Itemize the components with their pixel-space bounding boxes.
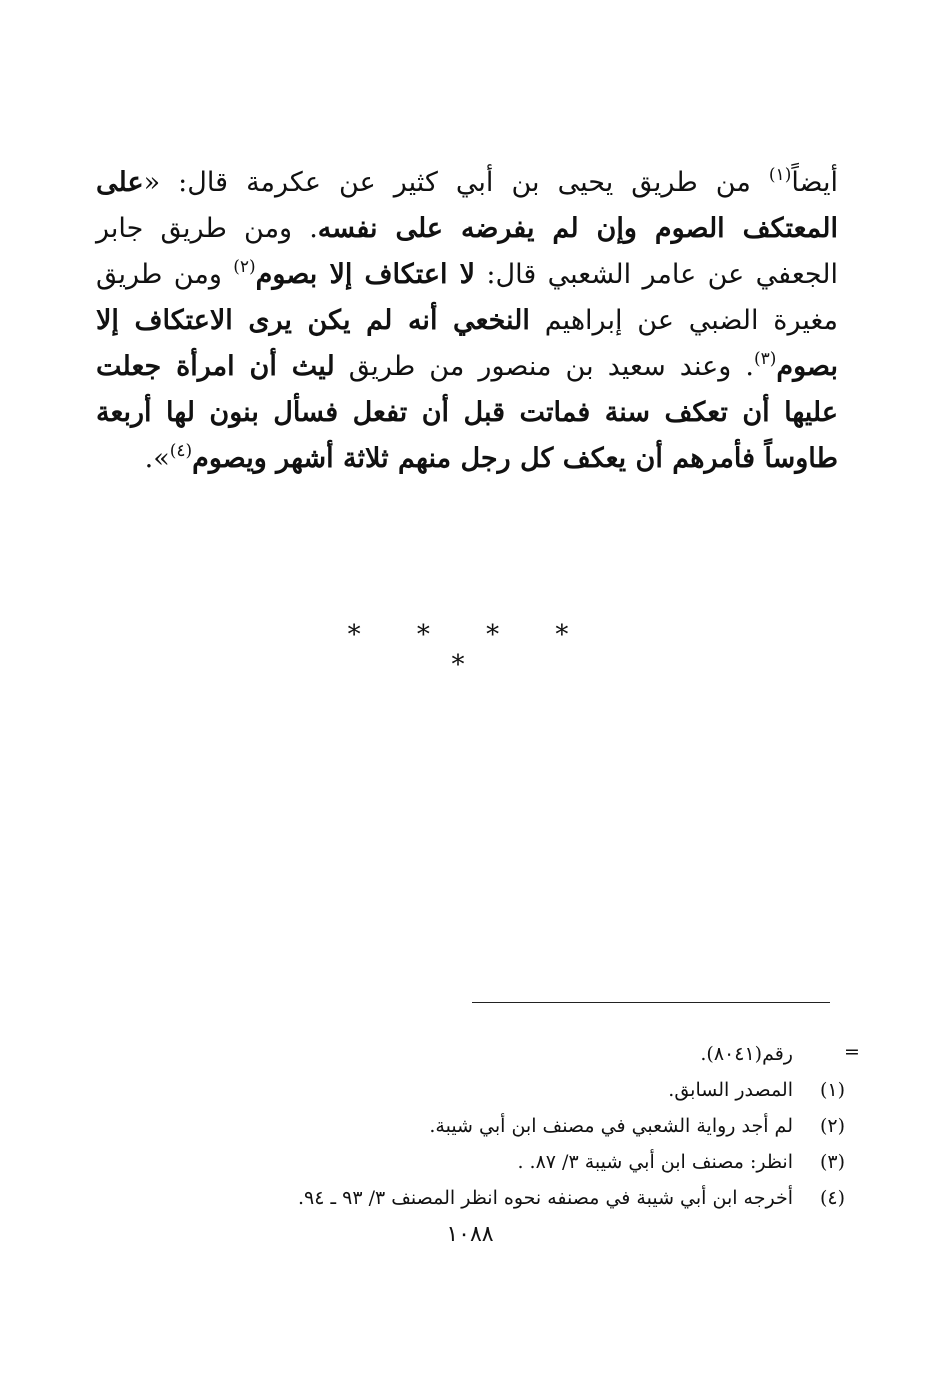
footnote-1	[225, 1072, 845, 1108]
bold-quote: ليث أن امرأة جعلت عليها أن تعكف سنة فماتت قبل أن تفعل فسأل بنون لها أربعة طاوساً فأمرهم أن يعكف كل رجل منهم ثلاثة أشهر ويصوم	[96, 351, 838, 474]
bold-quote: على المعتكف الصوم وإن لم يفرضه على نفسه	[96, 167, 838, 244]
footnote-number: (١)	[819, 1079, 845, 1101]
footnote-text: المصدر السابق.	[668, 1079, 793, 1101]
footnote-3	[225, 1144, 845, 1180]
footnote-ref-3: (٣)	[753, 349, 777, 369]
bold-quote: لا اعتكاف إلا بصوم	[255, 259, 476, 290]
footnote-text: انظر: مصنف ابن أبي شيبة ٣/ ٨٧. .	[517, 1151, 793, 1173]
text-segment: ».	[144, 443, 170, 474]
footnotes	[225, 1036, 845, 1216]
bold-quote: النخعي أنه لم يكن يرى الاعتكاف إلا بصوم	[96, 305, 838, 382]
footnote-ref-4: (٤)	[169, 441, 193, 461]
section-separator: * * * * *	[347, 620, 593, 680]
text-segment: من طريق يحيى بن أبي كثير عن عكرمة قال: «	[143, 167, 769, 198]
footnote-divider	[472, 1002, 830, 1003]
main-paragraph	[96, 160, 838, 482]
footnote-text: لم أجد رواية الشعبي في مصنف ابن أبي شيبة.	[429, 1115, 793, 1137]
text-segment: . وعند سعيد بن منصور من طريق	[334, 351, 754, 382]
continuation-mark: =	[844, 1041, 860, 1063]
footnote-number: (٢)	[819, 1115, 845, 1137]
footnote-continuation	[225, 1036, 845, 1072]
text-segment: أيضاً	[791, 167, 838, 198]
text-segment: . ومن طريق جابر الجعفي عن عامر الشعبي قال:	[96, 213, 838, 290]
text-segment: ومن طريق مغيرة الضبي عن إبراهيم	[96, 259, 838, 336]
footnote-ref-1: (١)	[768, 165, 792, 185]
footnote-ref-2: (٢)	[233, 257, 256, 277]
footnote-4	[225, 1180, 845, 1216]
footnote-text: أخرجه ابن أبي شيبة في مصنفه نحوه انظر المصنف ٣/ ٩٣ ـ ٩٤.	[297, 1187, 793, 1209]
page-number: ١٠٨٨	[446, 1222, 494, 1247]
footnote-number: (٣)	[819, 1151, 845, 1173]
footnote-text: رقم(٨٠٤١).	[700, 1043, 793, 1065]
footnote-number	[793, 1036, 845, 1072]
footnote-number: (٤)	[819, 1187, 845, 1209]
footnote-2	[225, 1108, 845, 1144]
